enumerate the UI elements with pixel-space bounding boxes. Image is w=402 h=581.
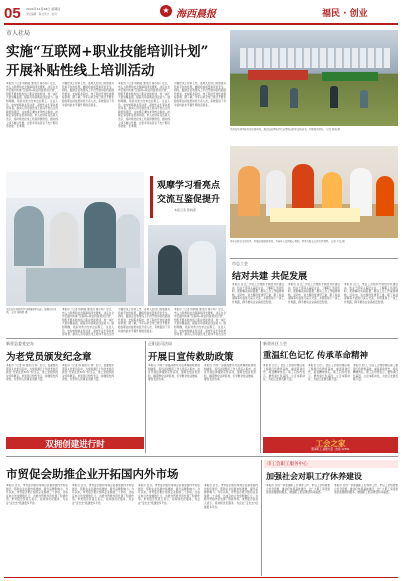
union-home-title: 工会之家 bbox=[315, 439, 346, 448]
paper-logo-icon: ★ bbox=[160, 5, 172, 17]
feature-byline: 本报记者 陈晓燕 bbox=[174, 208, 196, 212]
bottom-body-col4: 本报讯 近日，市贸促会组织本地企业参加国内外知名展会，帮助企业拓展市场渠道，提升品牌影响力。今年以来，市贸促会累计组织企业参展二十余场，达成意向合作金额数亿元，为稳外贸稳外资发挥了积极作用。市贸促会负责人表示，将持续优化服务，为企业“走出去”搭建更多平台。 bbox=[204, 484, 258, 509]
bottom-headline: 市贸促会助推企业开拓国内外市场 bbox=[6, 467, 179, 481]
lead-headline-2: 开展补贴性线上培训活动 bbox=[6, 63, 155, 79]
bottom-right-kicker: 市工会职工服务中心 bbox=[267, 462, 308, 467]
paper-name: 海西晨报 bbox=[176, 9, 216, 20]
bottom-body-col3: 本报讯 近日，市贸促会组织本地企业参加国内外知名展会，帮助企业拓展市场渠道，提升品牌影响力。今年以来，市贸促会累计组织企业参展二十余场，达成意向合作金额数亿元，为稳外贸稳外资发挥了积极作用。市贸促会负责人表示，将持续优化服务，为企业“走出去”搭建更多平台。 bbox=[138, 484, 200, 505]
right-body-col1: 本报讯 近日，市总工会组织开展结对共建活动，机关干部深入基层企业，了解职工所需所盼，帮助解决实际困难，推动工会工作提质增效。活动中，双方围绕党建带工建、职工权益保障等方面进行深入交流，共同谋划下一步工作思路，携手推动企业高质量发展。 bbox=[232, 283, 284, 304]
section-title: 福民 · 创业 bbox=[322, 9, 368, 19]
mid-left-body-col2: 本报讯（记者 陈 通讯员 刘）近日，县委组织部深入老党员家中，为党龄满五十年的老党员颁发“光荣在党50年”纪念章，送上党组织的关怀和敬意。老党员们纷纷表示，将继续发挥余热，为党和人民事业贡献力量。 bbox=[62, 364, 114, 382]
top-right-photo bbox=[230, 30, 398, 126]
mid-right-kicker: 新晋社区工会 bbox=[263, 341, 287, 346]
feature-body-col3: 为做好线上培训工作，各地人社部门将加强对培训平台的监管，确保培训质量和资金安全。同时，鼓励企业利用线上平台开展岗位技能提升培训，支持职业院校、技工院校开放优质课程资源。据了解，今年以来全市已累计开展补贴性职业技能培训四万余人次，有效促进了劳动者技能水平提升和稳定就业。 bbox=[118, 308, 170, 333]
feature-banner-line1: 观摩学习看亮点 bbox=[157, 181, 221, 191]
top-right-caption: 学员在培训基地参加实操训练，通过技能考核后将获得相应职业资格证书，实现稳定就业。 记者 林海 摄 bbox=[230, 128, 340, 131]
masthead-sub-line: 责任编辑 · 版式设计 · 校对 bbox=[26, 13, 57, 16]
lead-body-col3: 本报讯（记者 陈晓燕 通讯员 黄小明）近日，市人力资源和社会保障局印发通知，决定在全市范围内实施“互联网+职业技能培训计划”，组织开展补贴性线上职业技能培训，进一步扩大培训覆盖面，提高劳动者就业创业能力。通知明确，培训对象为全市企业职工、失业人员、农村转移就业劳动者、高校毕业生等各类劳动者。参训人员可通过线上培训平台自主选择培训项目，完成规定课时并考核合格的，按规定享受职业培训补贴。市人社局有关负责人表示，将持续优化线上培训资源供给，推动线上线下融合发展，让更多劳动者足不出户即可学技能、长本领。 bbox=[118, 82, 170, 129]
mid-right-body-col1: 本报讯 近日，社区工会组织辖区职工参观红色教育基地，重温革命历史，接受精神洗礼。职工们纷纷表示，要传承红色基因，立足本职岗位，为社区发展贡献力量。 bbox=[263, 364, 305, 382]
date-line: 2024年11月28日 星期四 bbox=[26, 7, 61, 11]
mid-left-headline: 为老党员颁发纪念章 bbox=[6, 352, 92, 363]
union-home-box bbox=[263, 437, 398, 453]
mid-left-banner bbox=[6, 437, 144, 449]
feature-banner bbox=[148, 172, 228, 224]
mid-left-kicker: 新晋县委党史办 bbox=[6, 341, 34, 346]
mid-center-body-col1: 本报讯 为进一步提高群众对法律援助政策的知晓率，县司法局组织工作人员深入集市、社区开展法律援助宣传活动，现场发放宣传资料，解答群众法律咨询，引导群众依法维权、理性表达诉求。 bbox=[148, 364, 200, 382]
feature-photo-side bbox=[148, 225, 226, 306]
lead-headline-1: 实施“互联网+职业技能培训计划” bbox=[6, 44, 209, 60]
union-home-sub: 服务职工 凝聚力量 · 热线 12351 bbox=[311, 448, 350, 451]
mid-left-body-col1: 本报讯（记者 陈 通讯员 刘）近日，县委组织部深入老党员家中，为党龄满五十年的老党员颁发“光荣在党50年”纪念章，送上党组织的关怀和敬意。老党员们纷纷表示，将继续发挥余热，为党和人民事业贡献力量。 bbox=[6, 364, 58, 382]
bottom-right-headline: 加强社会对职工疗休养建设 bbox=[266, 471, 362, 481]
right-kicker: 市总工会 bbox=[232, 261, 248, 266]
lead-body-col4: 为做好线上培训工作，各地人社部门将加强对培训平台的监管，确保培训质量和资金安全。同时，鼓励企业利用线上平台开展岗位技能提升培训，支持职业院校、技工院校开放优质课程资源。据了解，今年以来全市已累计开展补贴性职业技能培训四万余人次，有效促进了劳动者技能水平提升和稳定就业。 bbox=[174, 82, 226, 107]
lead-body-col2: 为做好线上培训工作，各地人社部门将加强对培训平台的监管，确保培训质量和资金安全。同时，鼓励企业利用线上平台开展岗位技能提升培训，支持职业院校、技工院校开放优质课程资源。据了解，今年以来全市已累计开展补贴性职业技能培训四万余人次，有效促进了劳动者技能水平提升和稳定就业。 bbox=[62, 82, 114, 107]
bottom-right-body-col2: 本报讯 为进一步加强职工疗休养工作，市总工会积极整合社会资源，推动疗休养基地建设，让广大职工享受更加优质便捷的服务，增强职工的获得感和幸福感。 bbox=[334, 484, 398, 495]
bottom-right-kicker-bar bbox=[264, 460, 398, 468]
masthead-rule bbox=[4, 23, 398, 25]
right-body-col3: 本报讯 近日，市总工会组织开展结对共建活动，机关干部深入基层企业，了解职工所需所盼，帮助解决实际困难，推动工会工作提质增效。活动中，双方围绕党建带工建、职工权益保障等方面进行深入交流，共同谋划下一步工作思路，携手推动企业高质量发展。 bbox=[344, 283, 398, 304]
volunteer-photo bbox=[230, 146, 398, 238]
mid-center-headline: 开展日宣传救助政策 bbox=[148, 352, 234, 363]
bottom-right-body-col1: 本报讯 为进一步加强职工疗休养工作，市总工会积极整合社会资源，推动疗休养基地建设，让广大职工享受更加优质便捷的服务，增强职工的获得感和幸福感。 bbox=[266, 484, 330, 495]
lead-kicker: 市人社局 bbox=[6, 30, 31, 37]
mid-center-body-col2: 本报讯 为进一步提高群众对法律援助政策的知晓率，县司法局组织工作人员深入集市、社区开展法律援助宣传活动，现场发放宣传资料，解答群众法律咨询，引导群众依法维权、理性表达诉求。 bbox=[204, 364, 256, 382]
mid-left-banner-text: 双拥创建进行时 bbox=[45, 440, 105, 450]
mid-center-kicker: 正阳县司法局 bbox=[148, 341, 172, 346]
feature-banner-line2: 交流互鉴促提升 bbox=[157, 195, 221, 205]
feature-photo-main bbox=[6, 172, 144, 306]
volunteer-caption: 青年志愿者走进社区，开展志愿服务活动，为老年人提供贴心帮助，营造互助友爱的社区氛围。 记者 王磊 摄 bbox=[230, 240, 345, 243]
right-body-col2: 本报讯 近日，市总工会组织开展结对共建活动，机关干部深入基层企业，了解职工所需所盼，帮助解决实际困难，推动工会工作提质增效。活动中，双方围绕党建带工建、职工权益保障等方面进行深入交流，共同谋划下一步工作思路，携手推动企业高质量发展。 bbox=[288, 283, 340, 304]
right-headline: 结对共建 共促发展 bbox=[232, 272, 308, 282]
footer-rule bbox=[4, 577, 398, 578]
mid-right-headline: 重温红色记忆 传承革命精神 bbox=[263, 351, 368, 361]
feature-caption: 市民在培训机构学习健康照护技能，掌握实用本领。 记者 陈晓燕 摄 bbox=[6, 308, 57, 315]
feature-body-col2: 本报讯（记者 陈晓燕 通讯员 黄小明）近日，市人力资源和社会保障局印发通知，决定在全市范围内实施“互联网+职业技能培训计划”，组织开展补贴性线上职业技能培训，进一步扩大培训覆盖面，提高劳动者就业创业能力。通知明确，培训对象为全市企业职工、失业人员、农村转移就业劳动者、高校毕业生等各类劳动者。参训人员可通过线上培训平台自主选 bbox=[62, 308, 114, 336]
page-number: 05 bbox=[4, 5, 21, 22]
masthead bbox=[0, 0, 402, 24]
mid-right-body-col2: 本报讯 近日，社区工会组织辖区职工参观红色教育基地，重温革命历史，接受精神洗礼。职工们纷纷表示，要传承红色基因，立足本职岗位，为社区发展贡献力量。 bbox=[308, 364, 350, 382]
mid-right-body-col3: 本报讯 近日，社区工会组织辖区职工参观红色教育基地，重温革命历史，接受精神洗礼。职工们纷纷表示，要传承红色基因，立足本职岗位，为社区发展贡献力量。 bbox=[353, 364, 398, 382]
bottom-body-col1: 本报讯 近日，市贸促会组织本地企业参加国内外知名展会，帮助企业拓展市场渠道，提升品牌影响力。今年以来，市贸促会累计组织企业参展二十余场，达成意向合作金额数亿元，为稳外贸稳外资发挥了积极作用。市贸促会负责人表示，将持续优化服务，为企业“走出去”搭建更多平台。 bbox=[6, 484, 68, 505]
lead-body-col1: 本报讯（记者 陈晓燕 通讯员 黄小明）近日，市人力资源和社会保障局印发通知，决定在全市范围内实施“互联网+职业技能培训计划”，组织开展补贴性线上职业技能培训，进一步扩大培训覆盖面，提高劳动者就业创业能力。通知明确，培训对象为全市企业职工、失业人员、农村转移就业劳动者、高校毕业生等各类劳动者。参训人员可通过线上培训平台自主选择培训项目，完成规定课时并考核合格的，按规定享受职业培训补贴。市人社局有关负责人表示，将持续优化线上培训资源供给，推动线上线下融合发展，让更多劳动者足不出户即可学技能、长本领。 bbox=[6, 82, 58, 129]
feature-body-col4: 本报讯（记者 陈晓燕 通讯员 黄小明）近日，市人力资源和社会保障局印发通知，决定在全市范围内实施“互联网+职业技能培训计划”，组织开展补贴性线上职业技能培训，进一步扩大培训覆盖面，提高劳动者就业创业能力。通知明确，培训对象为全市企业职工、失业人员、农村转移就业劳动者、高校毕业生等各类劳动者。参训人员可通过线上培训平台自主选 bbox=[174, 308, 226, 336]
bottom-body-col2: 本报讯 近日，市贸促会组织本地企业参加国内外知名展会，帮助企业拓展市场渠道，提升品牌影响力。今年以来，市贸促会累计组织企业参展二十余场，达成意向合作金额数亿元，为稳外贸稳外资发挥了积极作用。市贸促会负责人表示，将持续优化服务，为企业“走出去”搭建更多平台。 bbox=[72, 484, 134, 505]
